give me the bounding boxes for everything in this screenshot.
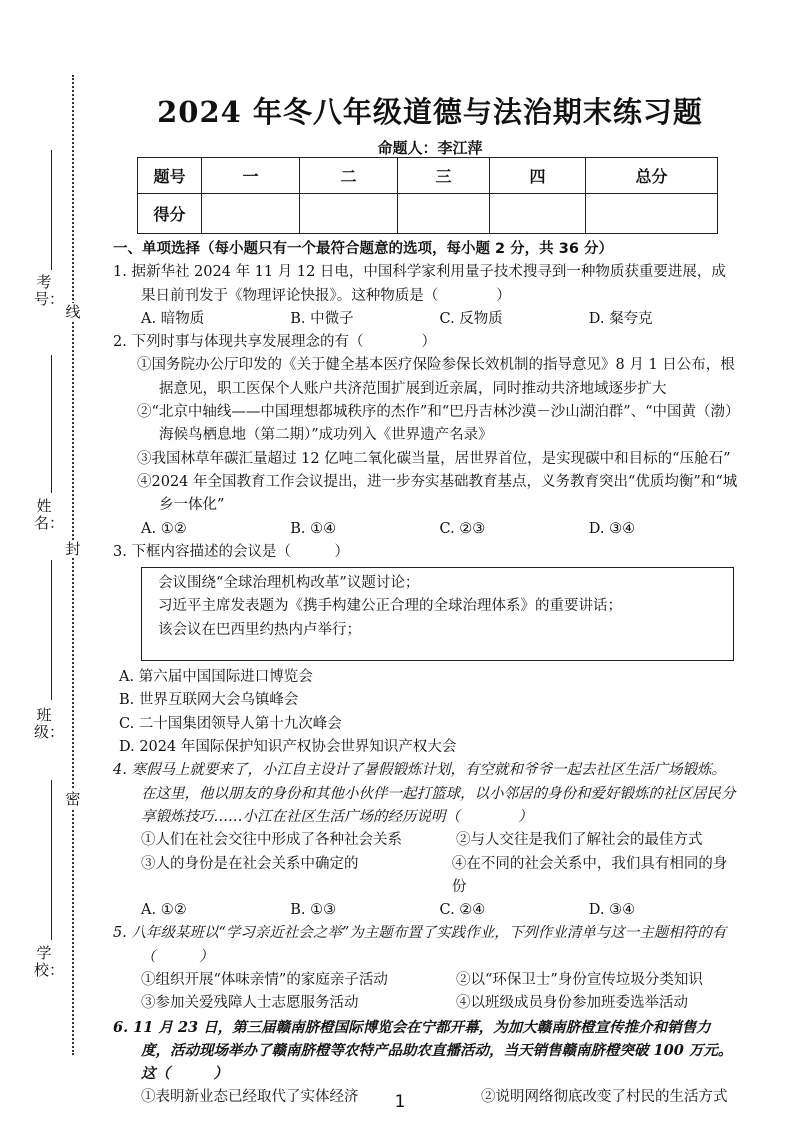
score-header-total: 总分 [586, 158, 718, 194]
field-label-exam-number: 考号： [34, 273, 65, 308]
question-5-statement-4: ④以班级成员身份参加班委选举活动 [456, 995, 688, 1012]
question-1-stem: 1. 据新华社 2024 年 11 月 12 日电，中国科学家利用量子技术搜寻到一种物质获重要进展，成果日前刊发于《物理评论快报》。这种物质是（ ） [113, 264, 726, 304]
exam-title: 2024 年冬八年级道德与法治期末练习题 [157, 95, 703, 129]
binding-mark-xian: 线 [65, 303, 81, 321]
question-2-statement-1: ①国务院办公厅印发的《关于健全基本医疗保险参保长效机制的指导意见》8 月 1 日公布，根据意见，职工医保个人账户共济范围扩展到近亲属，同时推动共济地域逐步扩大 [137, 357, 735, 397]
question-2-statement-3: ③我国林草年碳汇量超过 12 亿吨二氧化碳当量，居世界首位，是实现碳中和目标的“压舱石” [137, 450, 731, 467]
field-line-name[interactable] [51, 355, 52, 493]
score-row-label: 得分 [138, 194, 202, 234]
question-2-stem: 2. 下列时事与体现共享发展理念的有（ ） [113, 334, 436, 351]
question-2-options [113, 518, 738, 541]
option-d[interactable]: D. ③④ [588, 520, 636, 537]
score-header-number: 题号 [138, 158, 202, 194]
material-line-2: 习近平主席发表题为《携手构建公正合理的全球治理体系》的重要讲话； [158, 598, 622, 615]
section-heading: 一、单项选择（每小题只有一个最符合题意的选项，每小题 2 分，共 36 分） [113, 241, 613, 257]
score-cell-part4[interactable] [490, 194, 586, 234]
option-b[interactable]: B. ①④ [290, 520, 337, 537]
question-6-statements-row-1 [113, 1086, 738, 1109]
option-d[interactable]: D. 粲夸克 [588, 310, 653, 327]
option-d[interactable]: D. ③④ [588, 902, 636, 919]
score-cell-part1[interactable] [202, 194, 300, 234]
question-4-statements-row-2 [113, 853, 738, 900]
score-header-part1: 一 [202, 158, 300, 194]
field-label-name: 姓名： [34, 497, 65, 532]
score-header-part3: 三 [398, 158, 490, 194]
option-c[interactable]: C. ②④ [439, 902, 486, 919]
question-2-statement-2: ②“北京中轴线——中国理想都城秩序的杰作”和“巴丹吉林沙漠－沙山湖泊群”、“中国黄（渤）海候鸟栖息地（第二期）”成功列入《世界遗产名录》 [137, 404, 733, 444]
question-2-statement-4: ④2024 年全国教育工作会议提出，进一步夯实基础教育基点，义务教育突出“优质均衡”和“城乡一体化” [137, 473, 738, 514]
field-line-school[interactable] [51, 780, 52, 940]
question-6-statement-1: ①表明新业态已经取代了实体经济 [141, 1088, 359, 1105]
question-3-option-b[interactable]: B. 世界互联网大会乌镇峰会 [119, 692, 299, 709]
binding-dotted-line [72, 75, 74, 1055]
option-b[interactable]: B. 中微子 [290, 310, 354, 327]
option-b[interactable]: B. ①③ [290, 902, 337, 919]
question-6-stem: 6. 11 月 23 日，第三届赣南脐橙国际博览会在宁都开幕，为加大赣南脐橙宣传推介和销售力度，活动现场举办了赣南脐橙等农特产品助农直播活动，当天销售赣南脐橙突破 100 万元。这（ ） [113, 1018, 733, 1083]
question-4-statement-3: ③人的身份是在社会关系中确定的 [141, 855, 359, 872]
question-5-statements-row-1 [113, 969, 738, 992]
question-5-stem: 5. 八年级某班以“学习亲近社会之举”为主题布置了实践作业，下列作业清单与这一主题相符的有（ ） [113, 925, 727, 965]
score-table [137, 157, 718, 234]
score-cell-part3[interactable] [398, 194, 490, 234]
exam-author: 命题人：李江萍 [377, 139, 483, 157]
field-line-exam-number[interactable] [51, 150, 52, 270]
question-3-material-box [141, 567, 734, 661]
question-4-statements-row-1 [113, 829, 738, 852]
score-cell-total[interactable] [586, 194, 718, 234]
question-1-options [113, 308, 738, 331]
option-a[interactable]: A. ①② [141, 902, 187, 919]
question-5-statement-3: ③参加关爱残障人士志愿服务活动 [141, 995, 359, 1012]
question-4-statement-1: ①人们在社会交往中形成了各种社会关系 [141, 832, 402, 849]
field-label-class: 班级： [34, 706, 65, 741]
question-5-statement-1: ①组织开展“体味亲情”的家庭亲子活动 [141, 972, 388, 989]
question-3-option-d[interactable]: D. 2024 年国际保护知识产权协会世界知识产权大会 [119, 739, 457, 756]
score-cell-part2[interactable] [300, 194, 398, 234]
question-3-option-c[interactable]: C. 二十国集团领导人第十九次峰会 [119, 715, 342, 732]
field-line-class[interactable] [51, 560, 52, 700]
material-line-1: 会议围绕“全球治理机构改革”议题讨论； [158, 575, 420, 592]
binding-mark-feng: 封 [65, 540, 81, 558]
question-4-options [113, 899, 738, 922]
question-3-stem: 3. 下框内容描述的会议是（ ） [113, 543, 349, 560]
option-a[interactable]: A. ①② [141, 520, 187, 537]
material-line-3: 该会议在巴西里约热内卢举行； [158, 621, 361, 638]
question-5-statements-row-2 [113, 992, 738, 1015]
question-6-statement-2: ②说明网络彻底改变了村民的生活方式 [481, 1088, 728, 1105]
option-c[interactable]: C. 反物质 [439, 310, 503, 327]
field-label-school: 学校： [34, 944, 65, 979]
binding-mark-mi: 密 [65, 790, 81, 808]
option-a[interactable]: A. 暗物质 [141, 310, 205, 327]
page-number: 1 [394, 1092, 406, 1112]
question-4-stem: 4. 寒假马上就要来了，小江自主设计了暑假锻炼计划，有空就和爷爷一起去社区生活广场锻炼。在这里，他以朋友的身份和其他小伙伴一起打篮球，以小邻居的身份和爱好锻炼的社区居民分享锻炼技巧……小江在社区生活广场的经历说明（ ） [113, 762, 736, 825]
option-c[interactable]: C. ②③ [439, 520, 486, 537]
score-header-part4: 四 [490, 158, 586, 194]
score-header-part2: 二 [300, 158, 398, 194]
question-4-statement-2: ②与人交往是我们了解社会的最佳方式 [456, 832, 703, 849]
question-5-statement-2: ②以“环保卫士”身份宣传垃圾分类知识 [456, 972, 703, 989]
question-4-statement-4: ④在不同的社会关系中，我们具有相同的身份 [451, 855, 728, 895]
question-area [113, 238, 738, 1109]
question-3-option-a[interactable]: A. 第六届中国国际进口博览会 [119, 669, 313, 686]
